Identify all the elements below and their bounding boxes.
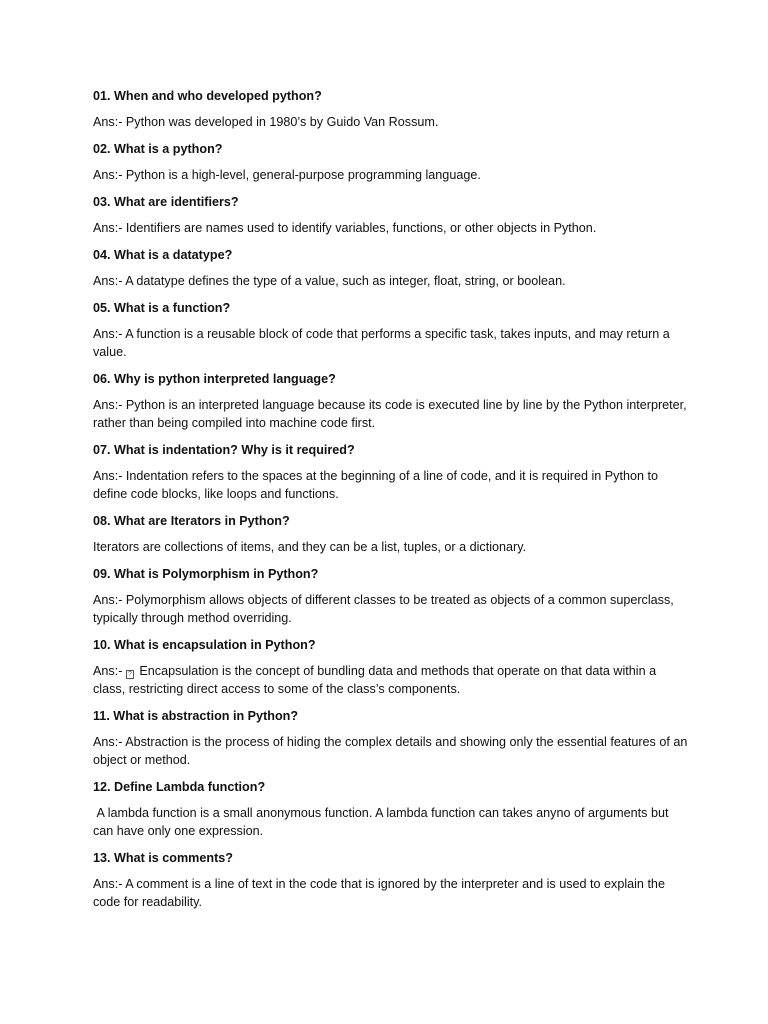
answer: Ans:- Identifiers are names used to identify variables, functions, or other objects in Python.: [93, 221, 597, 235]
answer: Ans:- Python is a high-level, general-purpose programming language.: [93, 168, 481, 182]
question: 11. What is abstraction in Python?: [93, 709, 299, 723]
missing-glyph-icon: ?: [126, 670, 134, 679]
qa-item-11: [93, 707, 688, 769]
question: 01. When and who developed python?: [93, 89, 322, 103]
answer: Ans:- A datatype defines the type of a value, such as integer, float, string, or boolean.: [93, 274, 566, 288]
qa-item-13: [93, 849, 688, 911]
qa-item-9: [93, 565, 688, 627]
answer: Ans:- Python is an interpreted language because its code is executed line by line by the Python interpreter, rather than being compiled into machine code first.: [93, 398, 687, 430]
question: 12. Define Lambda function?: [93, 780, 266, 794]
answer: Ans:- Indentation refers to the spaces at the beginning of a line of code, and it is required in Python to define code blocks, like loops and functions.: [93, 469, 658, 501]
qa-item-6: [93, 370, 688, 432]
qa-item-12: [93, 778, 688, 840]
answer: A lambda function is a small anonymous function. A lambda function can takes anyno of arguments but can have only one expression.: [93, 806, 672, 838]
answer: Ans:- Polymorphism allows objects of different classes to be treated as objects of a common superclass, typically through method overriding.: [93, 593, 674, 625]
answer: Ans:- Abstraction is the process of hiding the complex details and showing only the essential features of an object or method.: [93, 735, 688, 767]
answer: Ans:- A comment is a line of text in the code that is ignored by the interpreter and is used to explain the code for readability.: [93, 877, 665, 909]
question: 03. What are identifiers?: [93, 195, 239, 209]
qa-item-7: [93, 441, 688, 503]
question: 06. Why is python interpreted language?: [93, 372, 336, 386]
qa-item-5: [93, 299, 688, 361]
question: 02. What is a python?: [93, 142, 223, 156]
qa-item-2: [93, 140, 688, 184]
question: 09. What is Polymorphism in Python?: [93, 567, 319, 581]
question: 10. What is encapsulation in Python?: [93, 638, 316, 652]
answer: [93, 662, 688, 698]
qa-item-10: [93, 636, 688, 698]
answer-text: Encapsulation is the concept of bundling data and methods that operate on that data within a class, restricting direct access to some of the class’s components.: [93, 664, 657, 696]
question: 13. What is comments?: [93, 851, 233, 865]
answer-prefix: Ans:-: [93, 664, 126, 678]
question: 05. What is a function?: [93, 301, 231, 315]
qa-item-8: [93, 512, 688, 556]
answer: Iterators are collections of items, and they can be a list, tuples, or a dictionary.: [93, 540, 527, 554]
qa-item-1: [93, 87, 688, 131]
answer: Ans:- A function is a reusable block of code that performs a specific task, takes inputs, and may return a value.: [93, 327, 670, 359]
answer: Ans:- Python was developed in 1980’s by Guido Van Rossum.: [93, 115, 439, 129]
question: 04. What is a datatype?: [93, 248, 233, 262]
question: 07. What is indentation? Why is it required?: [93, 443, 355, 457]
qa-item-3: [93, 193, 688, 237]
question: 08. What are Iterators in Python?: [93, 514, 290, 528]
qa-item-4: [93, 246, 688, 290]
